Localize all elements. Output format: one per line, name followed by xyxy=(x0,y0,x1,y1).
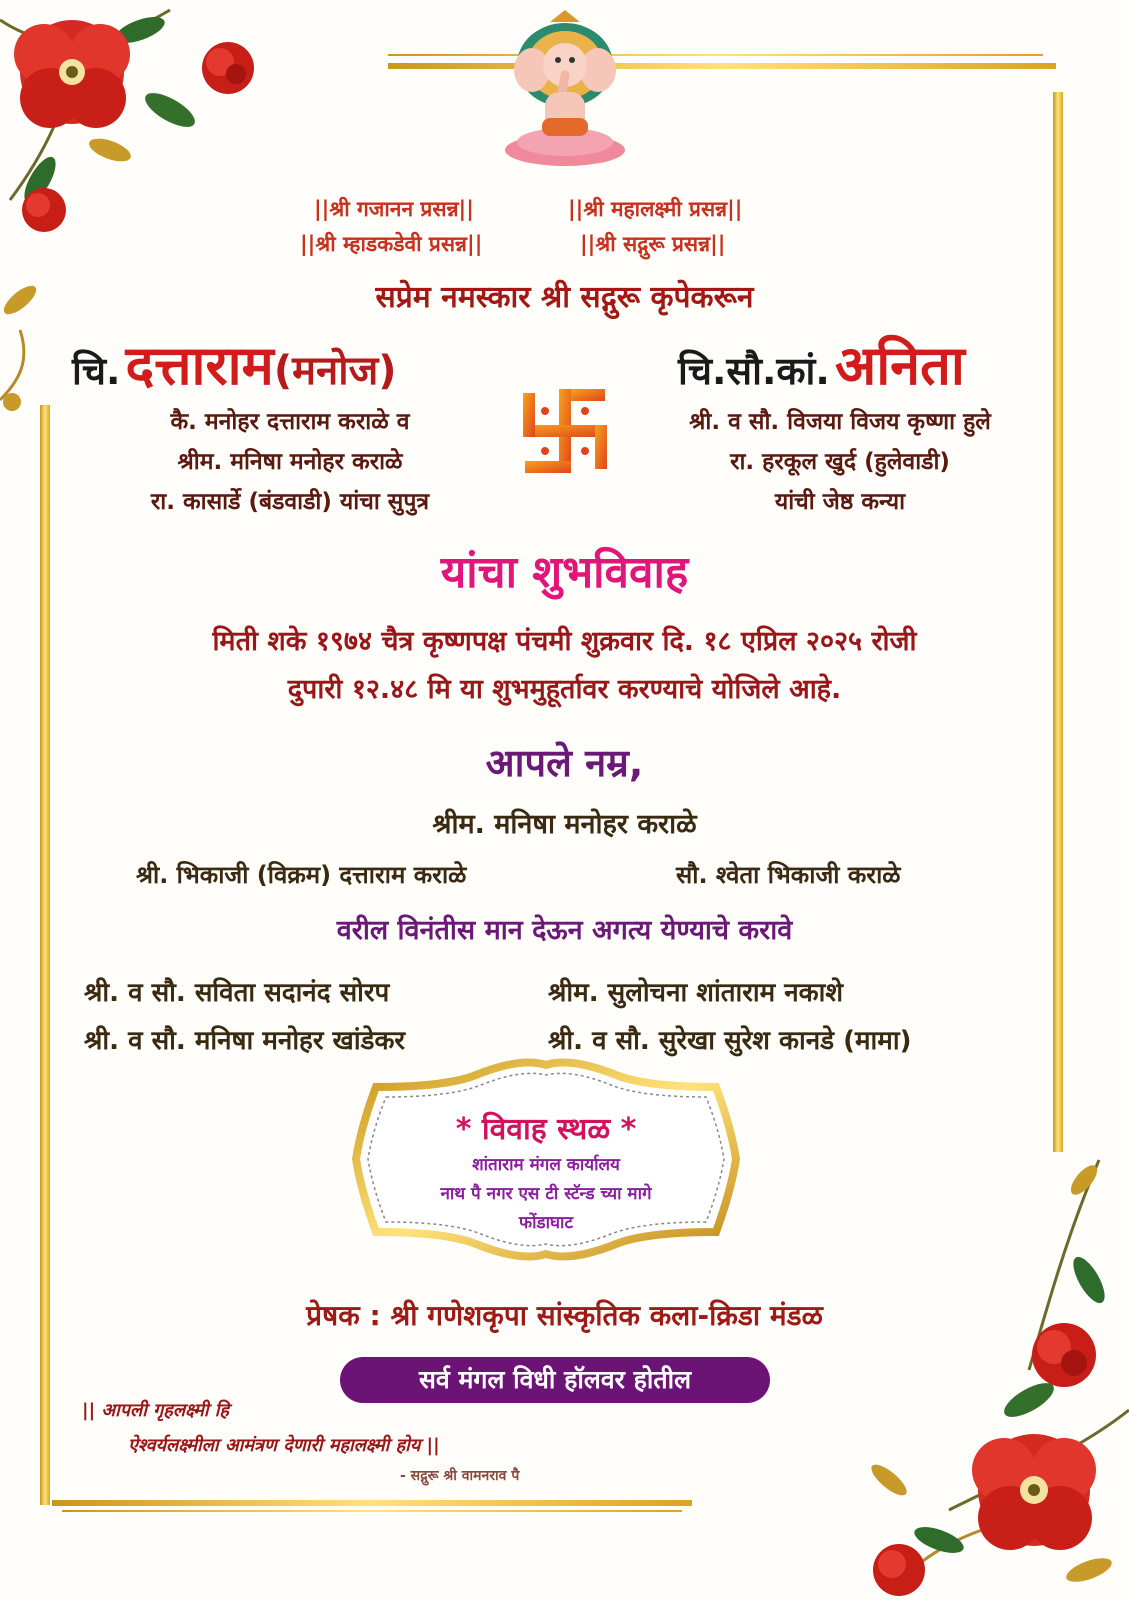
groom-name-block xyxy=(72,326,397,400)
frame-top-line xyxy=(388,63,1056,69)
quote-line2: ऐश्वर्यलक्ष्मीला आमंत्रण देणारी महालक्ष्मी होय || xyxy=(128,1435,440,1456)
invitee-right-1: श्रीम. सुलोचना शांताराम नकाशे xyxy=(548,978,844,1008)
venue-line3: फोंडाघाट xyxy=(518,1213,574,1233)
ganesha-icon xyxy=(490,10,640,170)
blessing-mahalakshmi: ||श्री महालक्ष्मी प्रसन्न|| xyxy=(568,197,743,221)
frame-top-line-thin xyxy=(388,54,1043,56)
bride-name: अनिता xyxy=(834,334,965,397)
host-main: श्रीम. मनिषा मनोहर कराळे xyxy=(432,809,697,840)
headline: यांचा शुभविवाह xyxy=(440,547,689,598)
bride-prefix: चि.सौ.कां. xyxy=(678,349,830,393)
groom-name: दत्ताराम xyxy=(125,334,274,397)
invitee-left-1: श्री. व सौ. सविता सदानंद सोरप xyxy=(84,978,390,1008)
groom-parents-line2: श्रीम. मनिषा मनोहर कराळे xyxy=(177,449,403,475)
groom-prefix: चि. xyxy=(72,349,121,393)
quote-line1: || आपली गृहलक्ष्मी हि xyxy=(82,1400,229,1421)
quote-author: - सद्गुरू श्री वामनराव पै xyxy=(400,1468,520,1484)
frame-bottom-line xyxy=(52,1500,692,1506)
host-right: सौ. श्वेता भिकाजी कराळे xyxy=(676,861,901,889)
closing: आपले नम्र, xyxy=(485,741,644,785)
bride-name-block xyxy=(678,326,965,400)
groom-parents-line3: रा. कासार्डे (बंडवाडी) यांचा सुपुत्र xyxy=(150,489,430,515)
greeting: सप्रेम नमस्कार श्री सद्गुरू कृपेकरून xyxy=(375,280,754,315)
date-line1: मिती शके १९७४ चैत्र कृष्णपक्ष पंचमी शुक्रवार दि. १८ एप्रिल २०२५ रोजी xyxy=(212,626,917,657)
swastik-icon xyxy=(515,377,615,485)
blessing-sadguru: ||श्री सद्गुरू प्रसन्न|| xyxy=(580,232,726,256)
date-line2: दुपारी १२.४८ मि या शुभमुहूर्तावर करण्याचे योजिले आहे. xyxy=(287,674,842,705)
blessing-mhadkadevi: ||श्री म्हाडकडेवी प्रसन्न|| xyxy=(300,232,483,256)
venue-line1: शांताराम मंगल कार्यालय xyxy=(472,1155,620,1175)
bride-parents-line2: रा. हरकूल खुर्द (हुलेवाडी) xyxy=(730,449,950,475)
flower-icon xyxy=(829,1150,1129,1600)
venue-details xyxy=(336,1151,756,1238)
ceremony-note-badge: सर्व मंगल विधी हॉलवर होतील xyxy=(340,1357,770,1403)
venue-line2: नाथ पै नगर एस टी स्टॅन्ड च्या मागे xyxy=(440,1184,652,1204)
blessing-gajanan: ||श्री गजानन प्रसन्न|| xyxy=(314,197,474,221)
groom-parents xyxy=(60,402,520,522)
bride-parents-line1: श्री. व सौ. विजया विजय कृष्णा हुले xyxy=(689,409,991,435)
frame-bottom-line-thin xyxy=(62,1510,682,1512)
bride-parents-line3: यांची जेष्ठ कन्या xyxy=(774,489,906,515)
request: वरील विनंतीस मान देऊन अगत्य येण्याचे करावे xyxy=(336,915,793,946)
invitee-right-2: श्री. व सौ. सुरेखा सुरेश कानडे (मामा) xyxy=(548,1026,912,1056)
groom-parents-line1: कै. मनोहर दत्ताराम कराळे व xyxy=(170,409,410,435)
host-left: श्री. भिकाजी (विक्रम) दत्ताराम कराळे xyxy=(136,861,467,889)
sender: प्रेषक : श्री गणेशकृपा सांस्कृतिक कला-क्रिडा मंडळ xyxy=(306,1299,823,1332)
groom-nickname: (मनोज) xyxy=(273,348,397,394)
venue-title: * विवाह स्थळ * xyxy=(455,1112,637,1147)
invitee-left-2: श्री. व सौ. मनिषा मनोहर खांडेकर xyxy=(84,1026,406,1056)
bride-parents xyxy=(630,402,1050,522)
